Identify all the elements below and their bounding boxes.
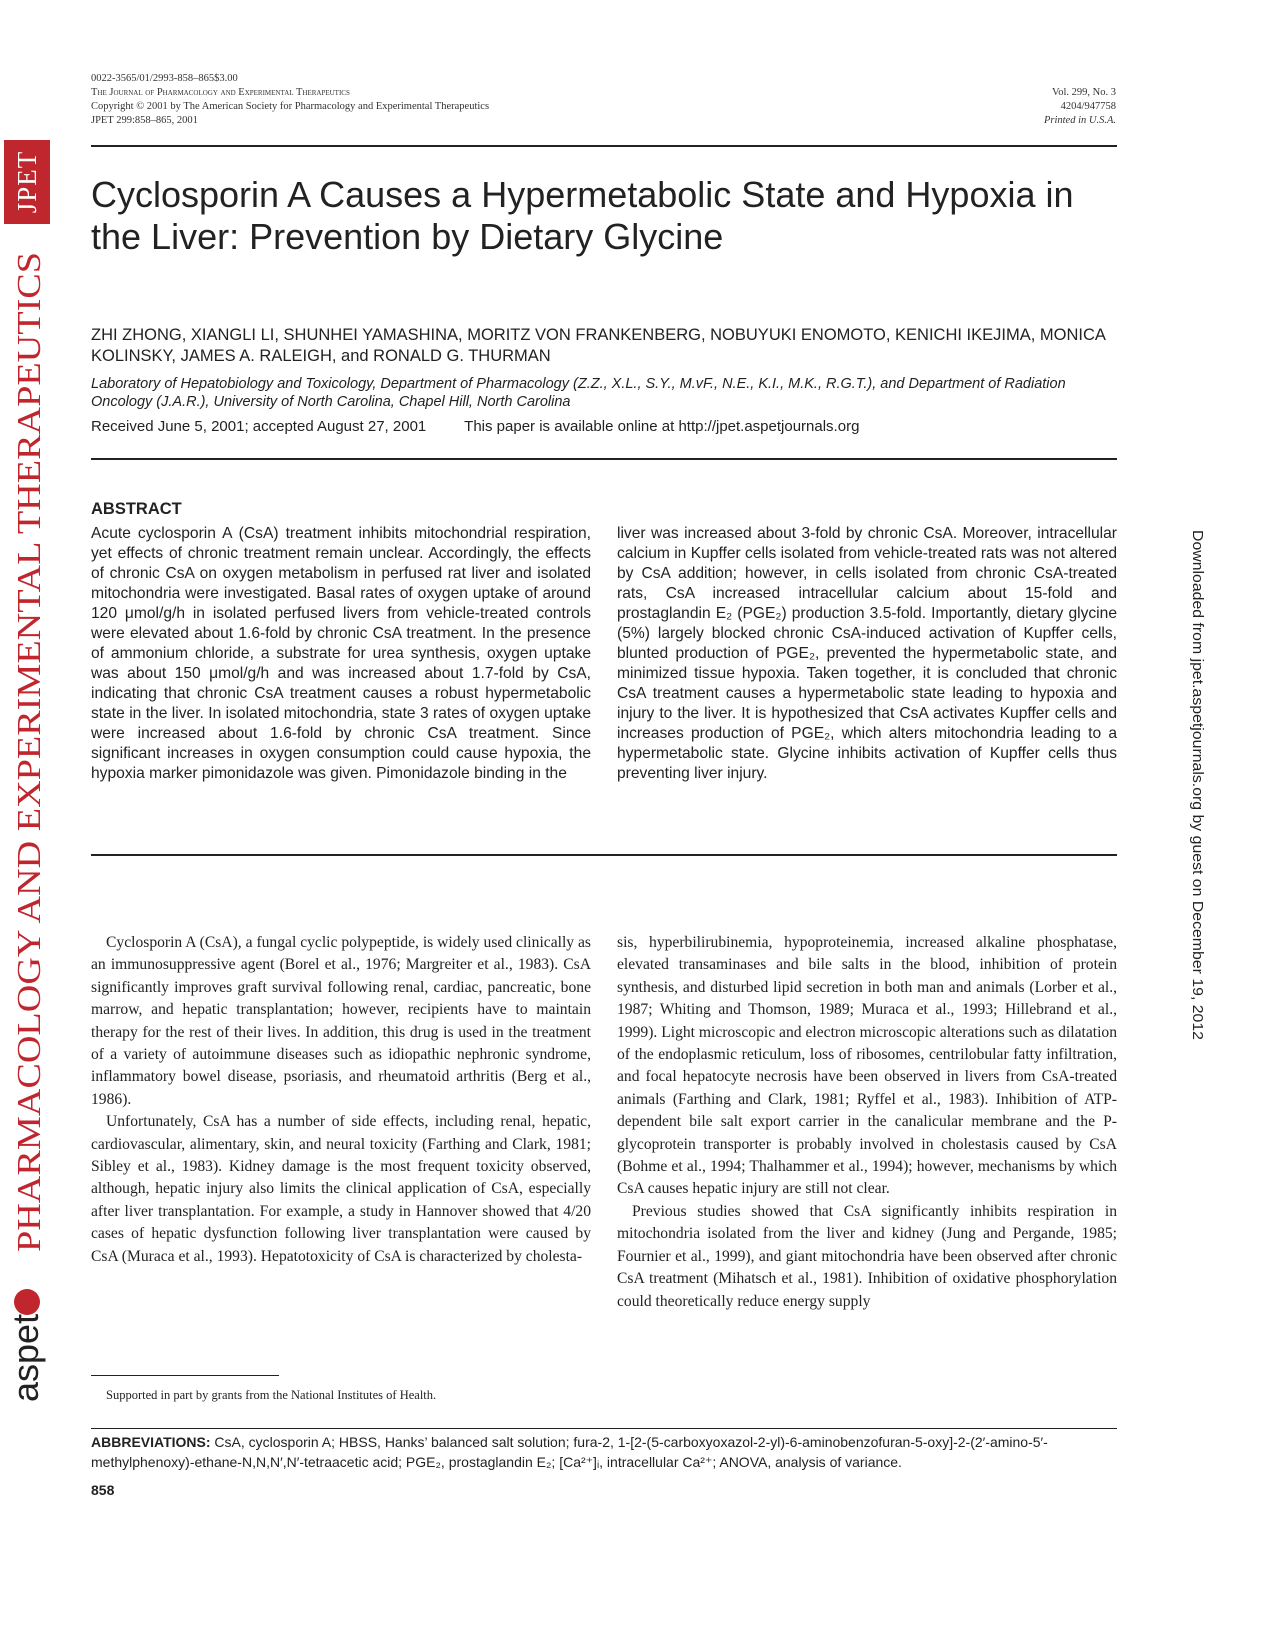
article-dates xyxy=(91,418,893,435)
funding-footnote: Supported in part by grants from the National Institutes of Health. xyxy=(106,1388,437,1402)
journal-name-vertical: PHARMACOLOGY AND EXPERIMENTAL THERAPEUTICS xyxy=(11,361,48,1252)
article-code: 0022-3565/01/2993-858–865$3.00 xyxy=(91,73,238,84)
body-paragraph: sis, hyperbilirubinemia, hypoproteinemia, increased alkaline phosphatase, elevated transaminases and bile salts in the blood, inhibition of protein synthesis, and disturbed lipid secretion in both man and animals (Lorber et al., 1987; Whiting and Thomson, 1989; Muraca et al., 1993; Hillebrand et al., 1999). Light microscopic and electron microscopic alterations such as dilatation of the endoplasmic reticulum, loss of ribosomes, centrilobular fatty infiltration, and focal hepatocyte necrosis have been observed in livers from CsA-treated animals (Farthing and Clark, 1981; Ryffel et al., 1983). Inhibition of ATP-dependent bile salt export carrier in the canalicular membrane and the P-glycoprotein transporter is probably involved in cholestasis caused by CsA (Bohme et al., 1994; Thalhammer et al., 1994); however, mechanisms by which CsA causes hepatic injury are still not clear. xyxy=(617,934,1117,1198)
abstract-left-column: Acute cyclosporin A (CsA) treatment inhibits mitochondrial respiration, yet effects of chronic treatment remain unclear. Accordingly, the effects of chronic CsA on oxygen metabolism in perfused rat liver and isolated mitochondria were investigated. Basal rates of oxygen uptake of around 120 μmol/g/h in isolated perfused livers from vehicle-treated controls were elevated about 1.6-fold by chronic CsA treatment. In the presence of ammonium chloride, a substrate for urea synthesis, oxygen uptake was about 150 μmol/g/h and was increased about 1.7-fold by CsA, indicating that chronic CsA treatment causes a robust hypermetabolic state in the liver. In isolated mitochondria, state 3 rates of oxygen uptake were increased about 1.6-fold by chronic CsA treatment. Since significant increases in oxygen consumption could cause hypoxia, the hypoxia marker pimonidazole was given. Pimonidazole binding in the xyxy=(91,525,591,782)
printed-in: Printed in U.S.A. xyxy=(1043,115,1116,126)
body-paragraph: Unfortunately, CsA has a number of side effects, including renal, hepatic, cardiovascular, alimentary, skin, and neural toxicity (Farthing and Clark, 1981; Sibley et al., 1983). Kidney damage is the most frequent toxicity observed, although, hepatic injury also limits the clinical application of CsA, especially after liver transplantation. For example, a study in Hannover showed that 4/20 cases of hepatic dysfunction following liver transplantation were caused by CsA (Muraca et al., 1993). Hepatotoxicity of CsA is characterized by cholesta- xyxy=(91,1113,591,1265)
copyright: Copyright © 2001 by The American Society for Pharmacology and Experimental Therapeutics xyxy=(91,101,490,112)
citation: JPET 299:858–865, 2001 xyxy=(91,115,198,126)
abbreviations-label: ABBREVIATIONS: xyxy=(91,1434,211,1450)
body-paragraph: Previous studies showed that CsA significantly inhibits respiration in mitochondria isolated from the liver and kidney (Jung and Pergande, 1985; Fournier et al., 1999), and giant mitochondria have been observed after chronic CsA treatment (Mihatsch et al., 1981). Inhibition of oxidative phosphorylation could theoretically reduce energy supply xyxy=(617,1202,1117,1310)
journal-title: The Journal of Pharmacology and Experimental Therapeutics xyxy=(91,87,350,98)
abbreviations-text: CsA, cyclosporin A; HBSS, Hanks’ balanced salt solution; fura-2, 1-[2-(5-carboxyoxazol-2-yl)-6-aminobenzofuran-5-oxy]-2-(2′-amino-5′-methylphenoxy)-ethane-N,N,N′,N′-tetraacetic acid; PGE₂, prostaglandin E₂; [Ca²⁺]ᵢ, intracellular Ca²⁺; ANOVA, analysis of variance. xyxy=(91,1434,1048,1470)
body-paragraph: Cyclosporin A (CsA), a fungal cyclic polypeptide, is widely used clinically as an immunosuppressive agent (Borel et al., 1976; Margreiter et al., 1983). CsA significantly improves graft survival following renal, cardiac, pancreatic, bone marrow, and hepatic transplantation; however, recipients have to maintain therapy for the rest of their lives. In addition, this drug is used in the treatment of a variety of autoimmune diseases such as idiopathic nephronic syndrome, inflammatory bowel disease, psoriasis, and rheumatoid arthritis (Berg et al., 1986). xyxy=(91,934,591,1108)
journal-spine xyxy=(0,140,52,1540)
page-number: 858 xyxy=(91,1482,115,1498)
author-list: ZHI ZHONG, XIANGLI LI, SHUNHEI YAMASHINA, MORITZ VON FRANKENBERG, NOBUYUKI ENOMOTO, KENICHI IKEJIMA, MONICA KOLINSKY, JAMES A. RALEIGH, and RONALD G. THURMAN xyxy=(91,326,1105,365)
volume: Vol. 299, No. 3 xyxy=(1052,87,1116,98)
online-availability: This paper is available online at http://jpet.aspetjournals.org xyxy=(464,418,860,435)
jpet-badge: JPET xyxy=(12,150,42,214)
abbreviations-rule xyxy=(91,1428,1117,1429)
download-notice-text: Downloaded from jpet.aspetjournals.org by guest on December 19, 2012 xyxy=(1189,530,1206,1013)
journal-header-right xyxy=(1044,86,1116,128)
download-notice xyxy=(1187,530,1207,1050)
aspet-logo: aspet xyxy=(5,1313,46,1402)
abstract-top-rule xyxy=(91,458,1117,460)
abstract-right-column: liver was increased about 3-fold by chronic CsA. Moreover, intracellular calcium in Kupffer cells isolated from vehicle-treated rats was not altered by CsA addition; however, in cells isolated from chronic CsA-treated rats, CsA increased intracellular calcium about 15-fold and prostaglandin E₂ (PGE₂) production 3.5-fold. Importantly, dietary glycine (5%) largely blocked chronic CsA-induced activation of Kupffer cells, blunted production of PGE₂, prevented the hypermetabolic state, and minimized tissue hypoxia. Taken together, it is concluded that chronic CsA treatment causes a hypermetabolic state leading to hypoxia and injury to the liver. It is hypothesized that CsA activates Kupffer cells and increases production of PGE₂, which alters mitochondria leading to a hypermetabolic state. Glycine inhibits activation of Kupffer cells thus preventing liver injury. xyxy=(617,525,1117,782)
received-date: Received June 5, 2001; accepted August 27, 2001 xyxy=(91,418,427,435)
abstract-bottom-rule xyxy=(91,854,1117,856)
abbreviations xyxy=(91,1432,1119,1472)
affiliation: Laboratory of Hepatobiology and Toxicology, Department of Pharmacology (Z.Z., X.L., S.Y., M.vF., N.E., K.I., M.K., R.G.T.), and Department of Radiation Oncology (J.A.R.), University of North Carolina, Chapel Hill, North Carolina xyxy=(91,376,1066,410)
abstract-heading: ABSTRACT xyxy=(91,500,182,518)
article-title: Cyclosporin A Causes a Hypermetabolic State and Hypoxia in the Liver: Prevention by Dietary Glycine xyxy=(91,174,1074,257)
article-id: 4204/947758 xyxy=(1060,101,1116,112)
header-rule xyxy=(91,145,1117,147)
journal-header-left xyxy=(91,72,489,128)
body-left-column xyxy=(91,932,591,1268)
body-right-column xyxy=(617,932,1117,1313)
aspet-logo-icon xyxy=(14,1289,40,1315)
footnote-rule xyxy=(91,1375,279,1376)
